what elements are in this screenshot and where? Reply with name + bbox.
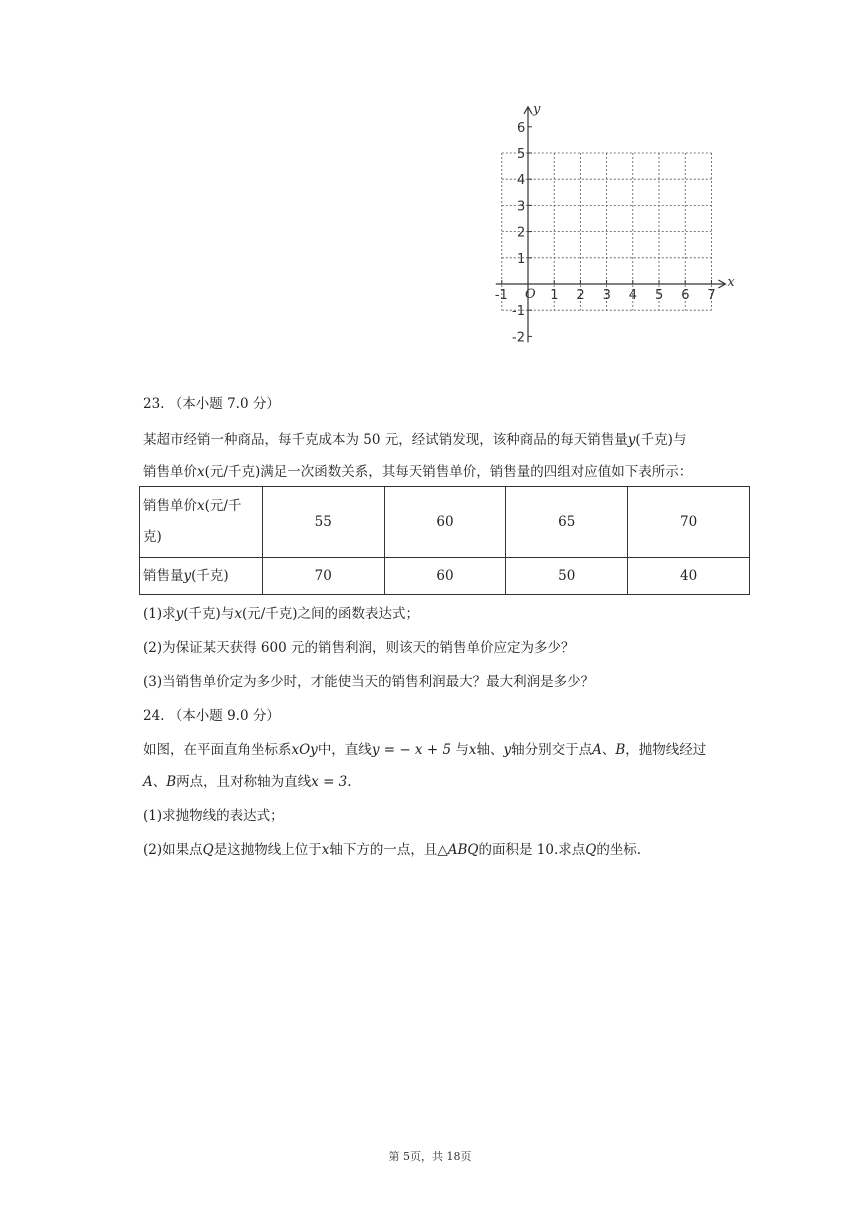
text: 中，直线 <box>317 742 372 758</box>
math-var: xOy <box>291 742 318 758</box>
math-var: x <box>321 842 330 858</box>
part-text: (1)求 <box>143 606 176 622</box>
y-axis-label: y <box>533 101 541 117</box>
math-var: x <box>468 742 477 758</box>
q23-line2-text: 销售单价 <box>143 464 197 480</box>
y-tick-label: 3 <box>517 199 526 215</box>
q24-score: （本小题 9.0 分） <box>168 708 280 724</box>
q23-data-table <box>139 486 750 595</box>
q23-line2 <box>143 462 692 482</box>
y-tick-label: 4 <box>517 173 526 189</box>
x-tick-label: 1 <box>550 288 559 303</box>
text: 、 <box>601 742 616 758</box>
q24-header <box>143 706 280 726</box>
y-tick-label: 2 <box>517 225 526 241</box>
math-var: ABQ <box>447 842 479 858</box>
x-tick-label: -1 <box>494 288 508 303</box>
row-label-text: 销售单价 <box>143 498 197 514</box>
text: ，抛物线经过 <box>625 742 707 758</box>
table-row-label <box>140 558 263 595</box>
text: 轴、 <box>476 742 504 758</box>
q23-line1-tail: (千克)与 <box>635 432 687 448</box>
coordinate-grid-figure <box>494 96 754 352</box>
q24-line1 <box>143 740 706 760</box>
table-cell: 40 <box>628 558 750 595</box>
part-var: y <box>175 606 184 622</box>
table-cell: 60 <box>384 487 506 558</box>
origin-label: O <box>525 287 536 302</box>
x-tick-label: 5 <box>655 288 664 303</box>
text: 如图，在平面直角坐标系 <box>143 742 292 758</box>
text: 两点，且对称轴为直线 <box>176 774 312 790</box>
q23-line1 <box>143 430 686 450</box>
row-label-var: y <box>183 568 192 584</box>
table-cell: 65 <box>506 487 628 558</box>
x-tick-label: 4 <box>628 288 638 303</box>
text: 、 <box>152 774 167 790</box>
table-row <box>140 558 750 595</box>
text: 的面积是 10.求点 <box>478 842 586 858</box>
q24-number: 24. <box>143 708 165 724</box>
math-equation: x = 3 <box>311 774 348 790</box>
table-cell: 50 <box>506 558 628 595</box>
table-row <box>140 487 750 558</box>
page-footer: 第 5页，共 18页 <box>388 1150 472 1163</box>
math-var: A <box>143 774 153 790</box>
math-var: B <box>615 742 626 758</box>
q23-line1-text: 某超市经销一种商品，每千克成本为 50 元，经试销发现，该种商品的每天销售量 <box>143 432 628 448</box>
q24-line2 <box>143 772 352 792</box>
part-var: x <box>234 606 242 622</box>
q23-number: 23. <box>143 396 165 412</box>
x-tick-label: 7 <box>707 288 716 303</box>
math-equation: y = − x + 5 <box>371 742 452 758</box>
row-label-text: 销售量 <box>143 568 184 584</box>
table-cell: 55 <box>262 487 384 558</box>
q23-header <box>143 394 280 414</box>
y-tick-label: -2 <box>512 330 525 346</box>
math-var: y <box>503 742 512 758</box>
q23-line2-var: x <box>197 464 205 480</box>
text: . <box>347 774 352 790</box>
table-row-label <box>140 487 263 558</box>
part-text: (元/千克)之间的函数表达式； <box>241 606 420 622</box>
text: 的坐标. <box>596 842 642 858</box>
table-cell: 60 <box>384 558 506 595</box>
row-label-var: x <box>197 498 205 514</box>
q23-part3: (3)当销售单价定为多少时，才能使当天的销售利润最大？最大利润是多少？ <box>143 674 595 690</box>
text: 轴分别交于点 <box>511 742 593 758</box>
x-tick-label: 3 <box>602 288 611 303</box>
math-var: Q <box>202 842 214 858</box>
text: 与 <box>451 742 469 758</box>
q23-score: （本小题 7.0 分） <box>168 396 280 412</box>
math-var: B <box>166 774 177 790</box>
x-tick-label: 6 <box>681 288 690 303</box>
x-tick-label: 2 <box>576 288 585 303</box>
y-tick-label: -1 <box>512 304 525 320</box>
q23-line2-tail: (元/千克)满足一次函数关系，其每天销售单价，销售量的四组对应值如下表所示： <box>204 464 693 480</box>
q23-part1 <box>143 604 419 624</box>
coordinate-grid-svg <box>494 96 754 352</box>
x-axis-label: x <box>727 275 735 290</box>
table-cell: 70 <box>628 487 750 558</box>
row-label-unit: (千克) <box>191 568 229 584</box>
q23-line1-var: y <box>627 432 636 448</box>
table-cell: 70 <box>262 558 384 595</box>
part-text: (千克)与 <box>183 606 235 622</box>
text: (2)如果点 <box>143 842 203 858</box>
q24-part1: (1)求抛物线的表达式； <box>143 808 284 824</box>
text: 轴下方的一点，且△ <box>329 842 448 858</box>
y-tick-label: 1 <box>517 251 526 267</box>
math-var: Q <box>585 842 597 858</box>
math-var: A <box>592 742 602 758</box>
row-label-unit: (元/千 <box>204 498 242 514</box>
q23-part2: (2)为保证某天获得 600 元的销售利润，则该天的销售单价应定为多少？ <box>143 640 575 656</box>
row-label-unit-end: 克) <box>143 529 162 545</box>
y-tick-label: 6 <box>517 120 526 136</box>
y-tick-label: 5 <box>517 147 526 162</box>
q24-part2 <box>143 840 641 860</box>
text: 是这抛物线上位于 <box>213 842 322 858</box>
